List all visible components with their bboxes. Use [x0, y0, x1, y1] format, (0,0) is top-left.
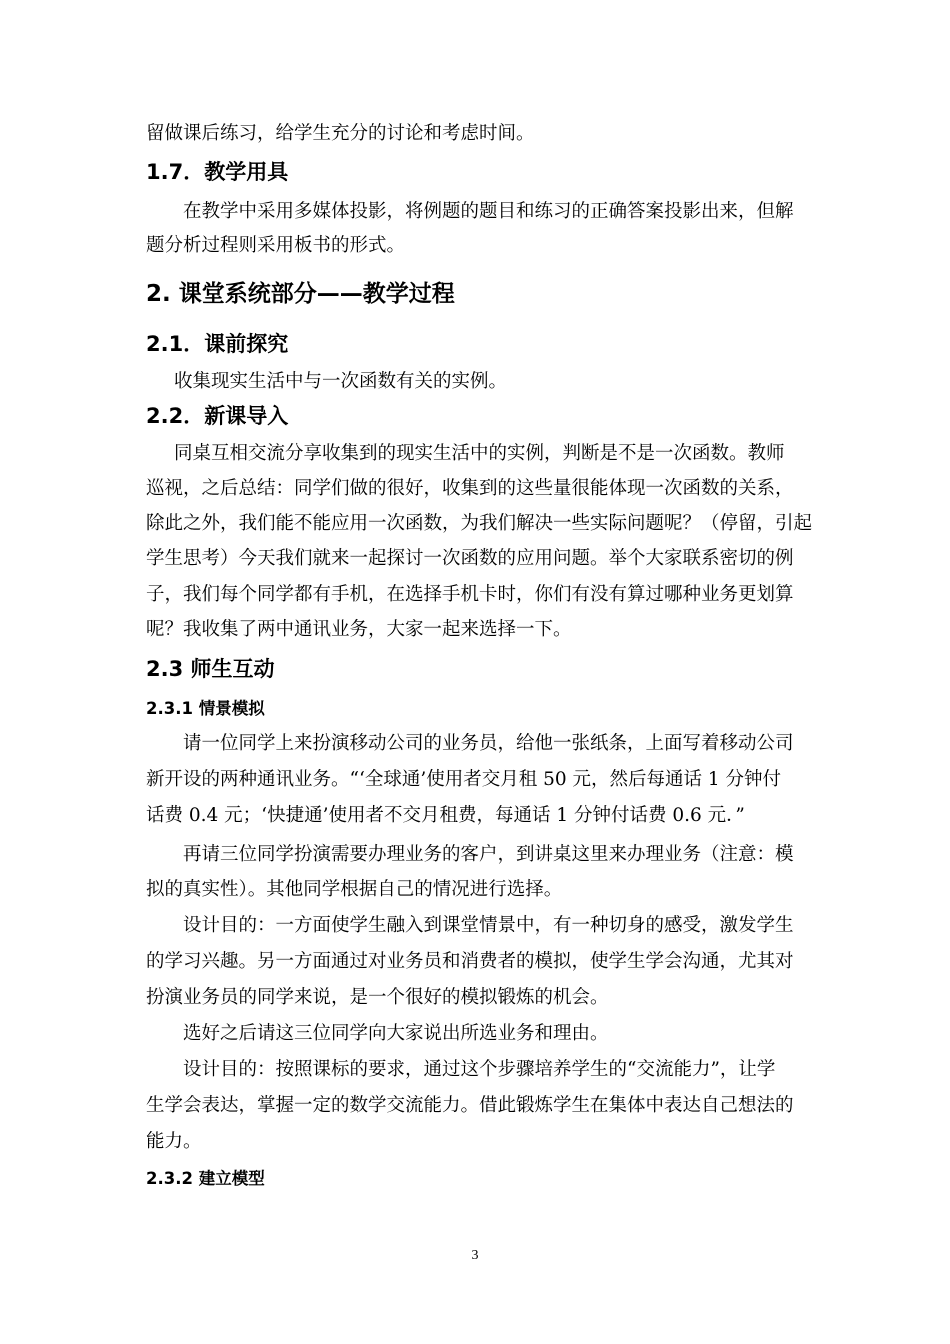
section-heading-2-3: 2.3 师生互动	[146, 657, 275, 681]
subsection-heading-2-3-2: 2.3.2 建立模型	[146, 1169, 265, 1188]
paragraph-line: 话费 0.4 元；‘快捷通’使用者不交月租费，每通话 1 分钟付话费 0.6 元．”	[146, 805, 745, 826]
paragraph-line: 生学会表达，掌握一定的数学交流能力。借此锻炼学生在集体中表达自己想法的	[146, 1095, 794, 1116]
paragraph-line: 在教学中采用多媒体投影，将例题的题目和练习的正确答案投影出来，但解	[183, 201, 794, 222]
paragraph-line: 学生思考）今天我们就来一起探讨一次函数的应用问题。举个大家联系密切的例	[146, 548, 794, 569]
paragraph-line: 能力。	[146, 1131, 202, 1152]
chapter-heading-2: 2. 课堂系统部分——教学过程	[146, 281, 455, 307]
paragraph-line: 再请三位同学扮演需要办理业务的客户，到讲桌这里来办理业务（注意：模	[183, 844, 794, 865]
page-number: 3	[471, 1248, 479, 1263]
paragraph-line: 请一位同学上来扮演移动公司的业务员，给他一张纸条，上面写着移动公司	[183, 733, 794, 754]
paragraph-line: 同桌互相交流分享收集到的现实生活中的实例，判断是不是一次函数。教师	[174, 443, 785, 464]
paragraph-line: 新开设的两种通讯业务。“‘全球通’使用者交月租 50 元，然后每通话 1 分钟付	[146, 769, 782, 790]
paragraph-line: 选好之后请这三位同学向大家说出所选业务和理由。	[183, 1023, 609, 1044]
section-heading-2-2: 2.2．新课导入	[146, 404, 289, 428]
paragraph-line: 除此之外，我们能不能应用一次函数，为我们解决一些实际问题呢？（停留，引起	[146, 513, 813, 534]
section-heading-1-7: 1.7．教学用具	[146, 160, 289, 184]
paragraph-line: 收集现实生活中与一次函数有关的实例。	[174, 371, 508, 392]
paragraph-line: 的学习兴趣。另一方面通过对业务员和消费者的模拟，使学生学会沟通，尤其对	[146, 951, 794, 972]
paragraph-line: 扮演业务员的同学来说，是一个很好的模拟锻炼的机会。	[146, 987, 609, 1008]
paragraph-line: 题分析过程则采用板书的形式。	[146, 235, 406, 256]
paragraph-line: 巡视，之后总结：同学们做的很好，收集到的这些量很能体现一次函数的关系，	[146, 478, 794, 499]
paragraph-line: 拟的真实性）。其他同学根据自己的情况进行选择。	[146, 879, 563, 900]
section-heading-2-1: 2.1．课前探究	[146, 332, 289, 356]
subsection-heading-2-3-1: 2.3.1 情景模拟	[146, 699, 265, 718]
paragraph-line: 子，我们每个同学都有手机，在选择手机卡时，你们有没有算过哪种业务更划算	[146, 584, 794, 605]
paragraph-line: 设计目的：按照课标的要求，通过这个步骤培养学生的“交流能力”，让学	[183, 1059, 776, 1080]
paragraph-line: 呢？我收集了两中通讯业务，大家一起来选择一下。	[146, 619, 572, 640]
paragraph-line: 设计目的：一方面使学生融入到课堂情景中，有一种切身的感受，激发学生	[183, 915, 794, 936]
paragraph-line: 留做课后练习，给学生充分的讨论和考虑时间。	[146, 123, 535, 144]
